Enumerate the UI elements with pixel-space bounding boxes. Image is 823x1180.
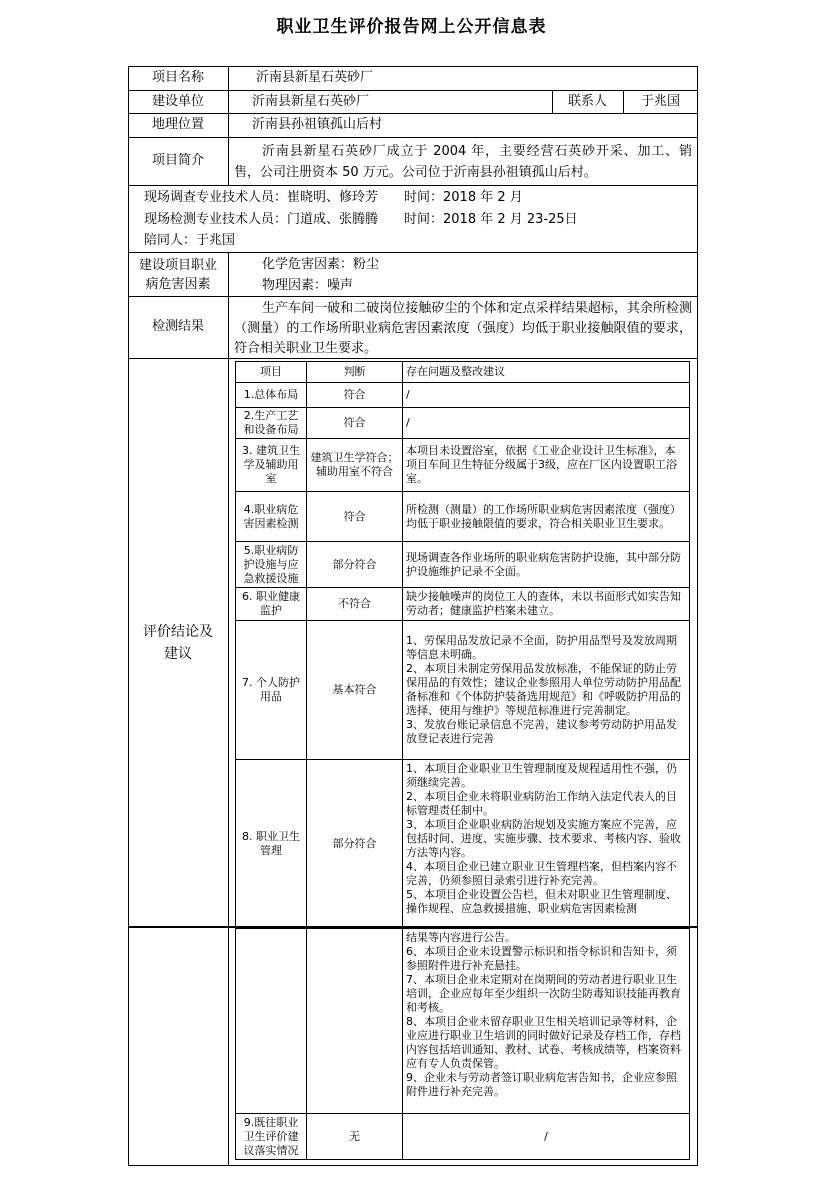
issue-line: 2、本项目未制定劳保用品发放标准，不能保证的防止劳保用品的有效性；建议企业参照用人单位劳动防护用品配备标准和《个体防护装备选用规范》和《呼吸防护用品的选择、使用与维护》等规范标准进行完善制定。 xyxy=(406,662,681,717)
issue-line: 1、本项目企业职业卫生管理制度及规程适用性不强，仍须继续完善。 xyxy=(406,762,677,789)
accompany-person: 陪同人：于兆国 xyxy=(144,233,236,248)
row-item: 2.生产工艺和设备布局 xyxy=(236,408,307,439)
issue-line: 结果等内容进行公告。 xyxy=(406,931,516,944)
header-issue: 存在问题及整改建议 xyxy=(403,362,690,383)
row-judge: 符合 xyxy=(307,383,403,408)
row-judge: 符合 xyxy=(307,408,403,439)
table-row xyxy=(236,1114,690,1160)
project-name-value: 沂南县新星石英砂厂 xyxy=(256,70,374,85)
contact-value: 于兆国 xyxy=(640,93,680,109)
contact-label: 联系人 xyxy=(567,93,607,109)
location-value: 沂南县孙祖镇孤山后村 xyxy=(252,117,383,132)
eval-label: 评价结论及建议 xyxy=(143,623,213,662)
header-judge: 判断 xyxy=(307,362,403,383)
row-item: 1.总体布局 xyxy=(236,383,307,408)
issue-line: 3、发放台账记录信息不完善，建议参考劳动防护用品发放登记表进行完善 xyxy=(406,718,677,745)
issue-line: 3、本项目企业职业病防治规划及实施方案应不完善，应包括时间、进度、实施步骤、技术要求、考核内容、验收方法等内容。 xyxy=(406,818,681,859)
intro-value: 沂南县新星石英砂厂成立于 2004 年，主要经营石英砂开采、加工、销售，公司注册资本 50 万元。公司位于沂南县孙祖镇孤山后村。 xyxy=(234,144,692,180)
issue-line: 7、本项目企业未定期对在岗期间的劳动者进行职业卫生培训，企业应每年至少组织一次防尘防毒知识技能再教育和考核。 xyxy=(406,973,681,1014)
project-name-label: 项目名称 xyxy=(151,70,204,85)
row-issue: / xyxy=(403,1114,690,1160)
intro-label: 项目简介 xyxy=(151,153,204,168)
table-row xyxy=(236,408,690,439)
row-issue: / xyxy=(403,383,690,408)
row-judge: 建筑卫生学符合；辅助用室不符合 xyxy=(307,439,403,492)
row-judge: 基本符合 xyxy=(307,621,403,760)
row-issue: 本项目未设置浴室，依据《工业企业设计卫生标准》，本项目车间卫生特征分级属于3级，应在厂区内设置职工浴室。 xyxy=(403,439,690,492)
result-label: 检测结果 xyxy=(151,319,204,334)
table-row xyxy=(236,760,690,928)
row-issue: 所检测（测量）的工作场所职业病危害因素浓度（强度）均低于职业接触限值的要求，符合相关职业卫生要求。 xyxy=(403,492,690,542)
row-item: 4.职业病危害因素检测 xyxy=(236,492,307,542)
row-issue-list xyxy=(403,760,690,928)
issue-line: 9、企业未与劳动者签订职业病危害告知书，企业应参照附件进行补充完善。 xyxy=(406,1071,677,1098)
row-judge: 不符合 xyxy=(307,588,403,621)
hazard-label: 建设项目职业病危害因素 xyxy=(138,258,217,292)
survey-personnel: 现场调查专业技术人员：崔晓明、修玲芳 时间：2018 年 2 月 xyxy=(144,190,523,205)
unit-label: 建设单位 xyxy=(151,93,204,109)
table-row xyxy=(236,492,690,542)
table-row xyxy=(236,588,690,621)
header-item: 项目 xyxy=(236,362,307,383)
row-issue-list xyxy=(403,929,690,1114)
row-judge: 符合 xyxy=(307,492,403,542)
row-judge: 部分符合 xyxy=(307,542,403,588)
row-item: 6. 职业健康监护 xyxy=(236,588,307,621)
result-value: 生产车间一破和二破岗位接触矽尘的个体和定点采样结果超标，其余所检测（测量）的工作场所职业病危害因素浓度（强度）均低于职业接触限值的要求，符合相关职业卫生要求。 xyxy=(234,301,692,356)
issue-line: 2、本项目企业未将职业病防治工作纳入法定代表人的目标管理责任制中。 xyxy=(406,790,677,817)
hazard-physical: 物理因素：噪声 xyxy=(262,278,354,293)
unit-value: 沂南县新星石英砂厂 xyxy=(252,93,370,109)
row-issue: 现场调查各作业场所的职业病危害防护设施，其中部分防护设施维护记录不全面。 xyxy=(403,542,690,588)
issue-line: 4、本项目企业已建立职业卫生管理档案，但档案内容不完善，仍须参照目录索引进行补充完善。 xyxy=(406,860,677,887)
table-row xyxy=(236,383,690,408)
table-row xyxy=(236,439,690,492)
row-item: 5.职业病防护设施与应急救援设施 xyxy=(236,542,307,588)
row-item: 9.既往职业卫生评价建议落实情况 xyxy=(236,1114,307,1160)
issue-line: 8、本项目企业未留存职业卫生相关培训记录等材料，企业应进行职业卫生培训的同时做好记录及存档工作，存档内容包括培训通知、教材、试卷、考核成绩等，档案资料应有专人负责保管。 xyxy=(406,1015,681,1070)
issue-line: 1、劳保用品发放记录不全面，防护用品型号及发放周期等信息未明确。 xyxy=(406,634,677,661)
issue-line: 6、本项目企业未设置警示标识和指令标识和告知卡，须参照附件进行补充悬挂。 xyxy=(406,945,677,972)
issue-line: 5、本项目企业设置公告栏，但未对职业卫生管理制度、操作规程、应急救援措施、职业病危害因素检测 xyxy=(406,888,677,915)
eval-table-continued xyxy=(235,928,690,1160)
hazard-chemical: 化学危害因素：粉尘 xyxy=(262,257,380,272)
row-issue: / xyxy=(403,408,690,439)
row-judge: 无 xyxy=(307,1114,403,1160)
table-row xyxy=(236,929,690,1114)
test-personnel: 现场检测专业技术人员：门道成、张腾腾 时间：2018 年 2 月 23-25日 xyxy=(144,212,578,227)
table-row xyxy=(236,621,690,760)
row-item: 8. 职业卫生管理 xyxy=(236,760,307,928)
row-judge: 部分符合 xyxy=(307,760,403,928)
row-item: 3. 建筑卫生学及辅助用室 xyxy=(236,439,307,492)
eval-table xyxy=(235,361,690,928)
row-item: 7. 个人防护用品 xyxy=(236,621,307,760)
location-label: 地理位置 xyxy=(151,117,204,132)
row-issue: 缺少接触噪声的岗位工人的查体，未以书面形式如实告知劳动者；健康监护档案未建立。 xyxy=(403,588,690,621)
page-title: 职业卫生评价报告网上公开信息表 xyxy=(276,17,547,37)
table-row xyxy=(236,542,690,588)
row-issue-list xyxy=(403,621,690,760)
